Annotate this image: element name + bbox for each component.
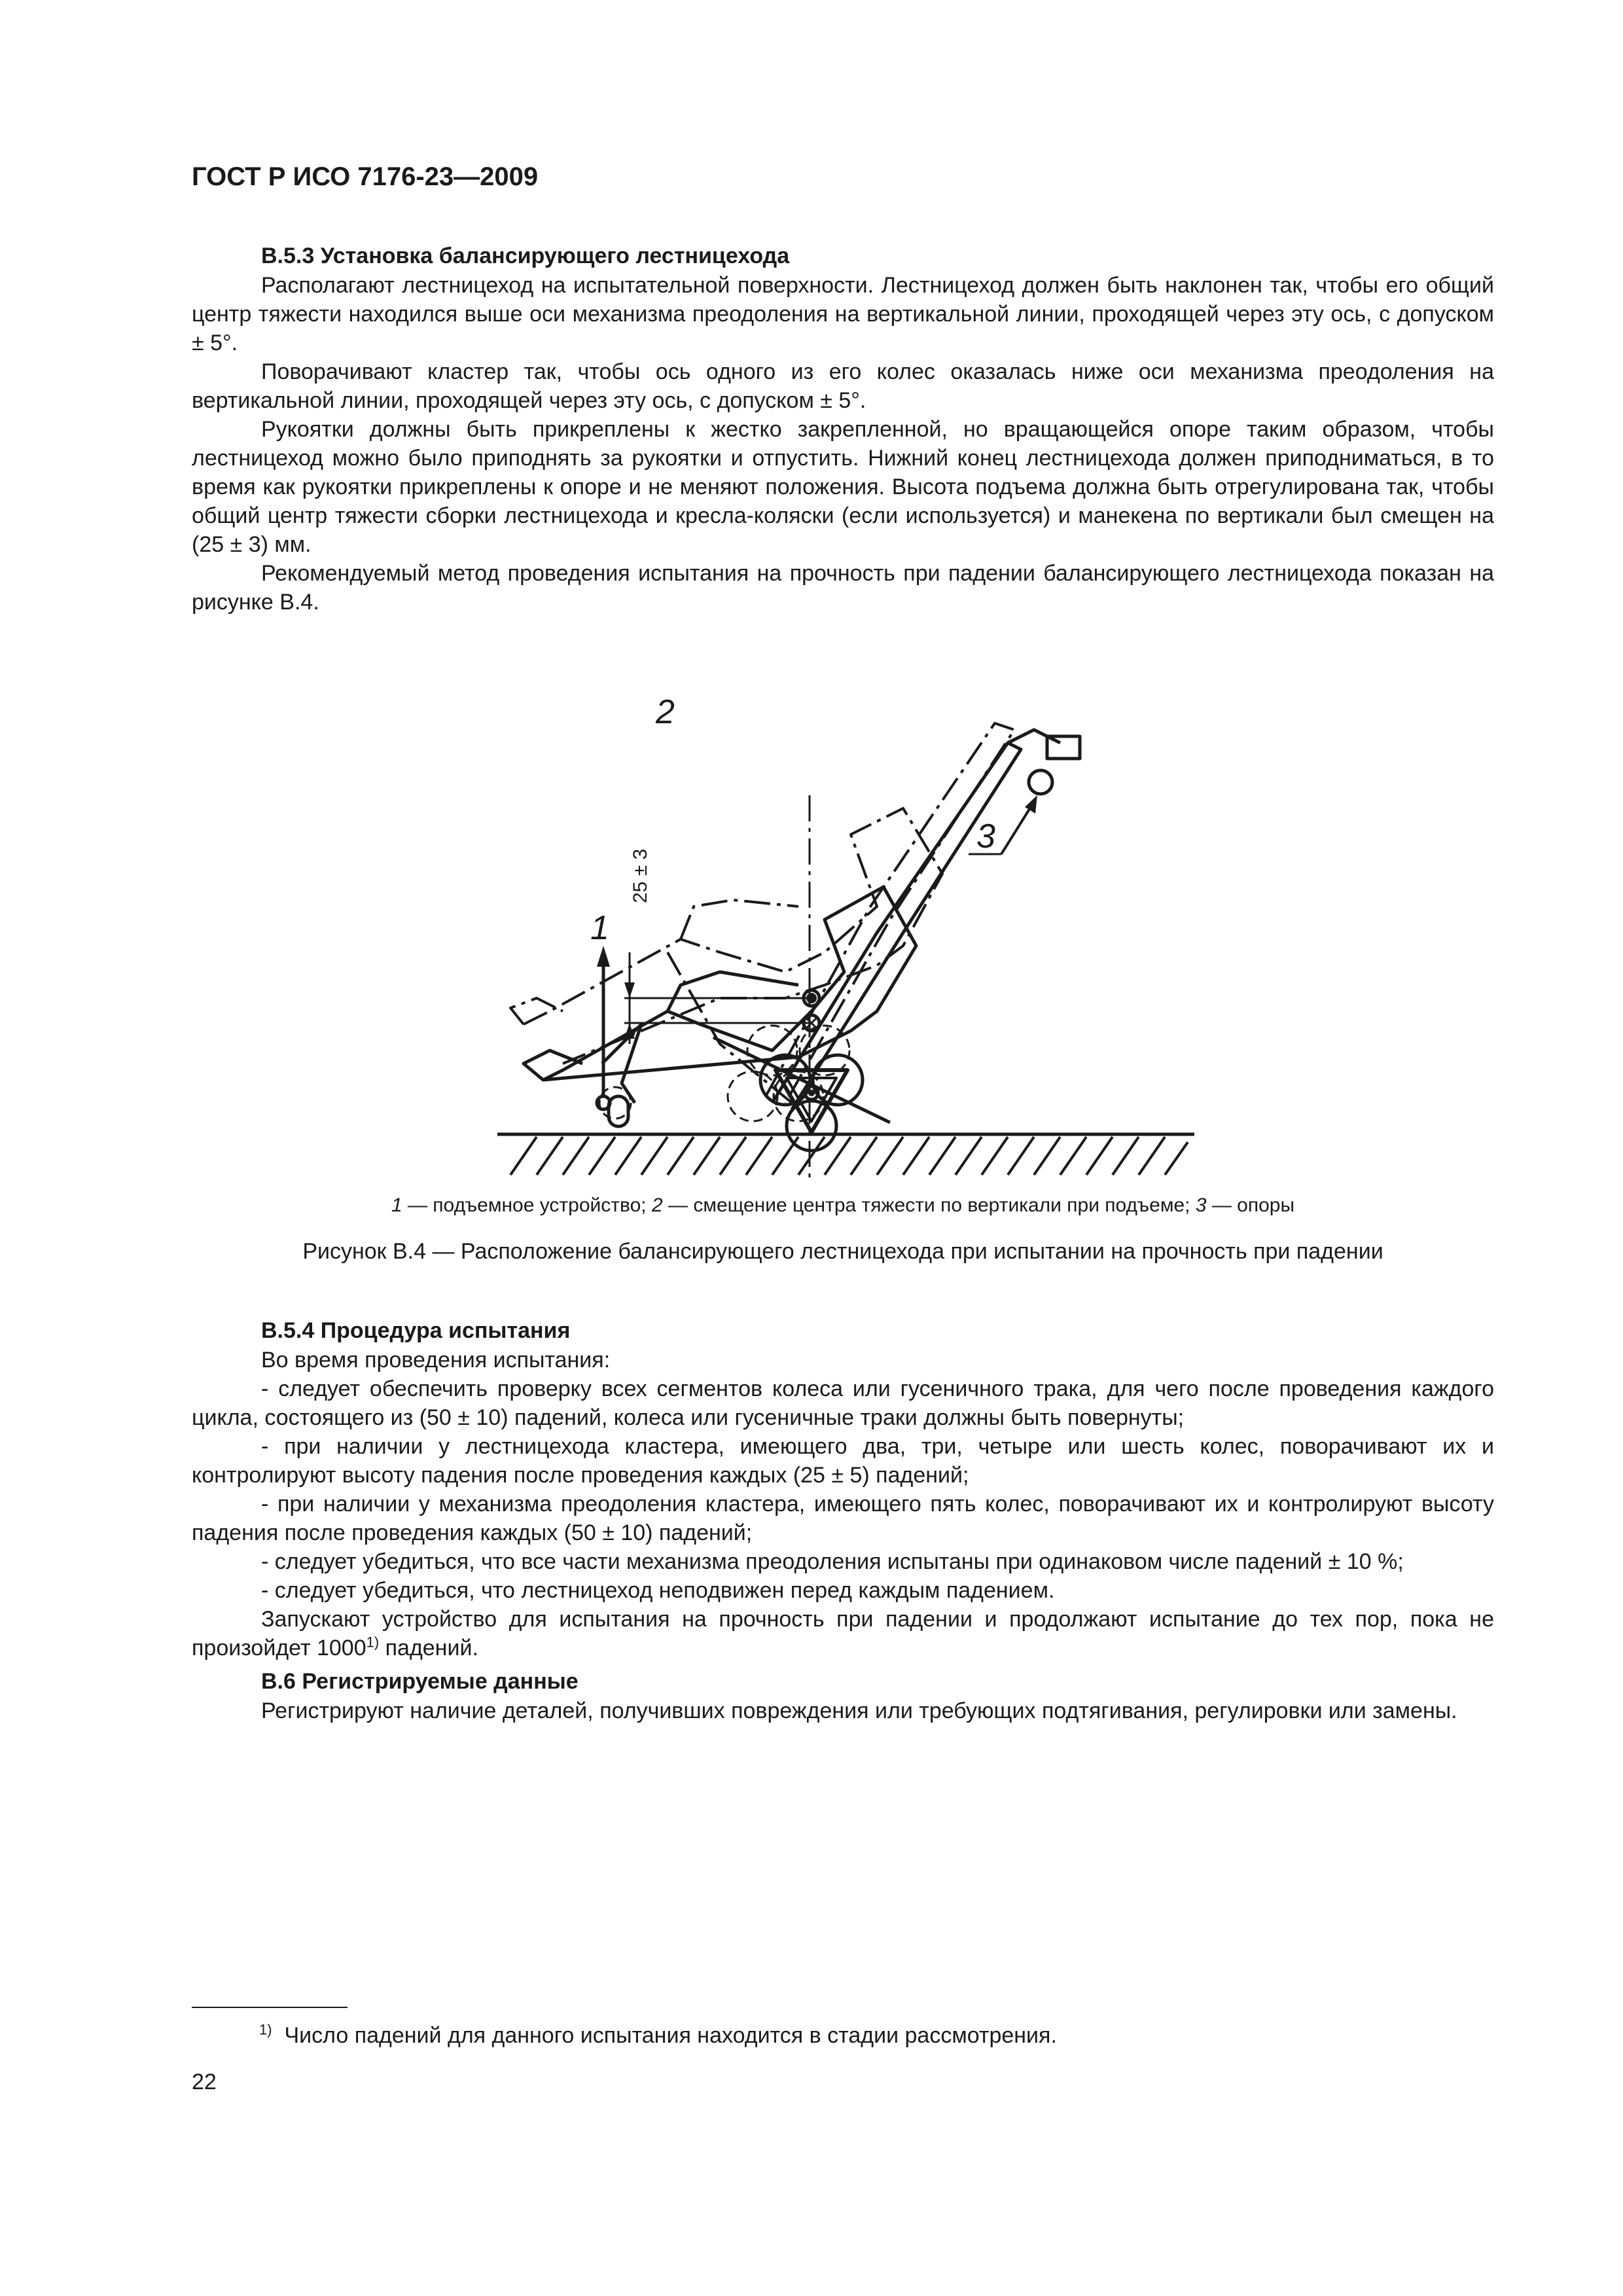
figure-b4-drawing	[484, 645, 1204, 1194]
dim-arrowhead-top	[624, 982, 635, 998]
figure-label-3: 3	[976, 817, 995, 855]
support-arrowhead	[1025, 795, 1037, 814]
section-b54	[192, 1316, 1494, 1725]
section-heading-b6: В.6 Регистрируемые данные	[261, 1669, 579, 1694]
section-heading-b54: В.5.4 Процедура испытания	[261, 1318, 571, 1343]
support-circle	[1029, 770, 1052, 794]
lift-arrowhead	[597, 946, 610, 967]
paragraph: Поворачивают кластер так, чтобы ось одного из его колес оказалась ниже оси механизма преодоления на вертикальной линии, проходящей через эту ось, с допуском ± 5°.	[192, 359, 1494, 413]
list-item: - следует убедиться, что лестницеход неподвижен перед каждым падением.	[261, 1578, 1055, 1603]
footnote	[259, 2021, 1057, 2050]
legend-text: — смещение центра тяжести по вертикали при подъеме;	[662, 1194, 1196, 1216]
figure-caption: Рисунок В.4 — Расположение балансирующего лестницехода при испытании на прочность при падении	[302, 1239, 1383, 1264]
cluster-wheel-bottom	[787, 1101, 836, 1151]
footnote-marker: 1)	[259, 2021, 272, 2038]
ground-hatching	[510, 1137, 1188, 1175]
legend-text: — подъемное устройство;	[402, 1194, 652, 1216]
footnote-ref: 1)	[366, 1634, 380, 1651]
stair-climber-diagram	[484, 645, 1204, 1194]
page-header: ГОСТ Р ИСО 7176-23—2009	[192, 162, 539, 191]
paragraph: Рукоятки должны быть прикреплены к жестко закрепленной, но вращающейся опоре таким образом, чтобы лестницеход можно было приподнять за рукоятки и отпустить. Нижний конец лестницехода должен приподниматься, в то время как рукоятки прикреплены к опоре и не меняют положения. Высота подъема должна быть отрегулирована так, чтобы общий центр тяжести сборки лестницехода и кресла-коляски (если используется) и манекена по вертикали был смещен на (25 ± 3) мм.	[192, 417, 1494, 557]
section-heading-b53: В.5.3 Установка балансирующего лестницехода	[261, 243, 790, 268]
seat-top-solid	[668, 972, 798, 1011]
caster-wheel	[609, 1096, 628, 1126]
figure-label-2: 2	[656, 693, 675, 731]
list-item: - при наличии у механизма преодоления кластера, имеющего пять колес, поворачивают их и контролируют высоту падения после проведения каждых (50 ± 10) падений;	[192, 1492, 1494, 1545]
legend-number: 3	[1195, 1194, 1207, 1216]
paragraph: Располагают лестницеход на испытательной поверхности. Лестницеход должен быть наклонен так, чтобы его общий центр тяжести находился выше оси механизма преодоления на вертикальной линии, проходящей через эту ось, с допуском ± 5°.	[192, 273, 1494, 355]
list-item: - следует обеспечить проверку всех сегментов колеса или гусеничного трака, для чего после проведения каждого цикла, состоящего из (50 ± 10) падений, колеса или гусеничные траки должны быть повернуты;	[192, 1376, 1494, 1430]
paragraph: Во время проведения испытания:	[261, 1348, 611, 1372]
paragraph: Регистрируют наличие деталей, получивших повреждения или требующих подтягивания, регулировки или замены.	[261, 1698, 1457, 1723]
footnote-divider	[192, 2007, 348, 2008]
figure-legend	[192, 1193, 1494, 1219]
legend-number: 1	[391, 1194, 402, 1216]
legend-text: — опоры	[1206, 1194, 1295, 1216]
legend-number: 2	[651, 1194, 663, 1216]
page-number: 22	[192, 2070, 217, 2094]
list-item: - следует убедиться, что все части механизма преодоления испытаны при одинаковом числе падений ± 10 %;	[261, 1549, 1404, 1574]
closing-text-end: падений.	[379, 1636, 478, 1660]
list-item: - при наличии у лестницехода кластера, имеющего два, три, четыре или шесть колес, поворачивают их и контролируют высоту падения после проведения каждых (25 ± 5) падений;	[192, 1434, 1494, 1488]
footnote-text: Число падений для данного испытания находится в стадии рассмотрения.	[284, 2023, 1057, 2048]
dimension-label: 25 ± 3	[630, 848, 651, 903]
paragraph: Рекомендуемый метод проведения испытания на прочность при падении балансирующего лестницехода показан на рисунке В.4.	[192, 561, 1494, 615]
paragraph-closing	[192, 1605, 1494, 1662]
closing-text: Запускают устройство для испытания на прочность при падении и продолжают испытание до тех пор, пока не произойдет 1000	[192, 1607, 1494, 1660]
section-b53	[192, 241, 1494, 617]
figure-label-1: 1	[590, 909, 609, 947]
